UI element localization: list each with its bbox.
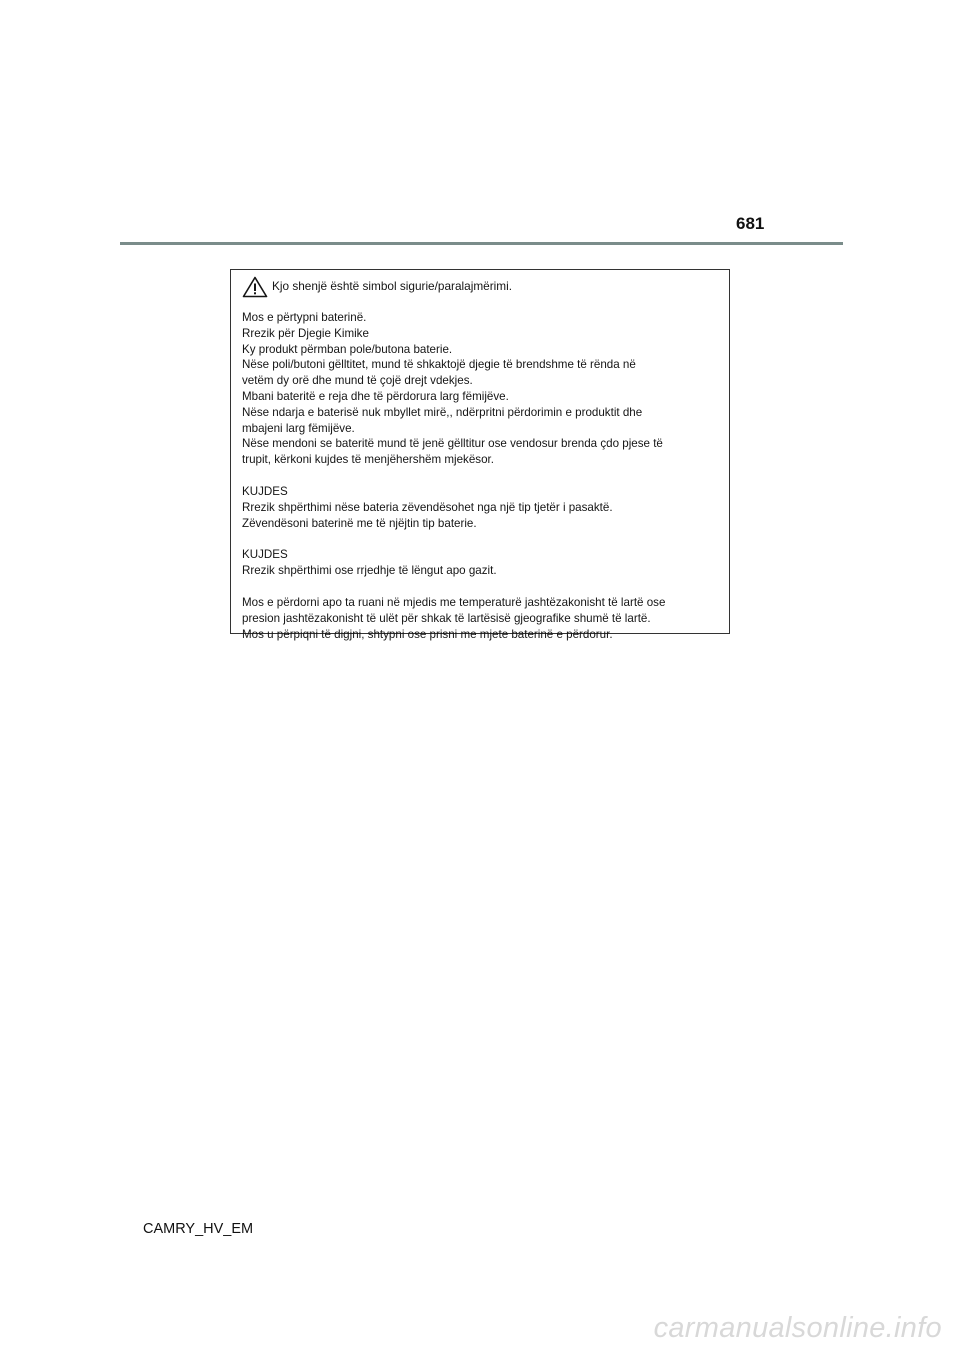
paragraph-line: Mos e përdorni apo ta ruani në mjedis me temperaturë jashtëzakonisht të lartë ose	[242, 595, 666, 609]
page-number: 681	[736, 214, 765, 233]
paragraph-line: Mos e përtypni baterinë.	[242, 311, 367, 324]
warning-triangle-icon	[242, 276, 268, 298]
paragraph-line: Zëvendësoni baterinë me të njëjtin tip baterie.	[242, 516, 477, 530]
watermark: carmanualsonline.info	[653, 1312, 942, 1344]
paragraph-line: presion jashtëzakonisht të ulët për shkak të lartësisë gjeografike shumë të lartë.	[242, 611, 651, 625]
paragraph-line: Mos u përpiqni të digjni, shtypni ose prisni me mjete baterinë e përdorur.	[242, 627, 613, 641]
paragraph-line: vetëm dy orë dhe mund të çojë drejt vdekjes.	[242, 374, 473, 388]
paragraph-line: Mbani bateritë e reja dhe të përdorura larg fëmijëve.	[242, 389, 509, 403]
ingestion-warning-paragraph	[242, 310, 719, 468]
caution-replacement-paragraph	[242, 484, 719, 531]
header-rule	[120, 242, 843, 245]
caution-leak-paragraph	[242, 547, 719, 579]
battery-warning-label	[230, 269, 730, 641]
warning-header-text: Kjo shenjë është simbol sigurie/paralajmërimi.	[272, 279, 512, 294]
paragraph-line: Nëse ndarja e baterisë nuk mbyllet mirë,, ndërpritni përdorimin e produktit dhe	[242, 405, 643, 419]
paragraph-line: trupit, kërkoni kujdes të menjëhershëm mjekësor.	[242, 453, 494, 467]
paragraph-line: Nëse poli/butoni gëlltitet, mund të shkaktojë djegie të brendshme të rënda në	[242, 358, 636, 372]
paragraph-line: Rrezik shpërthimi ose rrjedhje të lëngut apo gazit.	[242, 564, 497, 578]
caution-heading: KUJDES	[242, 484, 288, 498]
caution-heading: KUJDES	[242, 548, 288, 562]
paragraph-line: Ky produkt përmban pole/butona baterie.	[242, 342, 453, 356]
storage-disposal-paragraph	[242, 595, 719, 642]
paragraph-line: Rrezik shpërthimi nëse bateria zëvendësohet nga një tip tjetër i pasaktë.	[242, 500, 613, 514]
paragraph-line: Nëse mendoni se bateritë mund të jenë gëlltitur ose vendosur brenda çdo pjese të	[242, 437, 663, 451]
paragraph-line: mbajeni larg fëmijëve.	[242, 421, 355, 435]
warning-header	[242, 274, 719, 300]
manual-code: CAMRY_HV_EM	[143, 1221, 254, 1237]
paragraph-line: Rrezik për Djegie Kimike	[242, 326, 369, 340]
